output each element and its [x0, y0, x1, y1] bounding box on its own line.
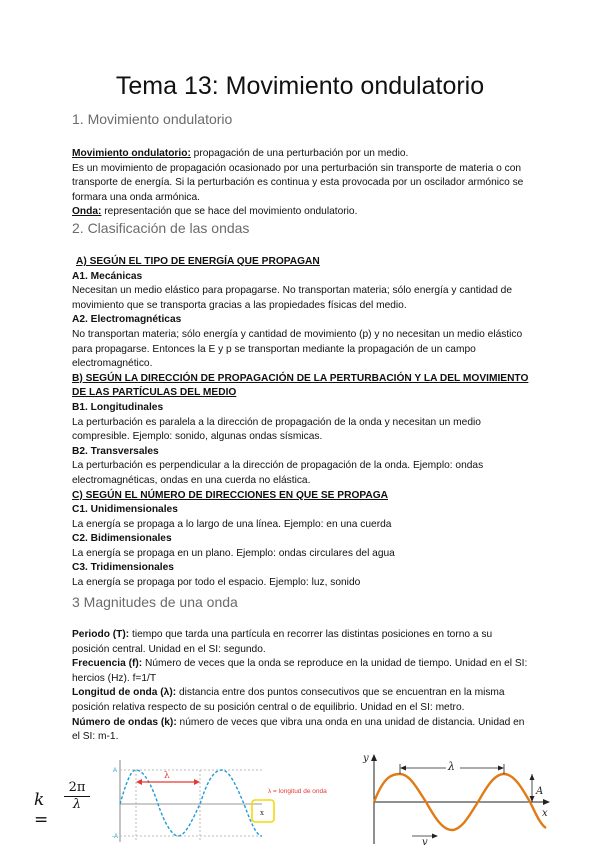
formula-fraction	[64, 780, 90, 812]
fig1-lambda-label: λ	[164, 771, 170, 781]
transverse-wave-figure	[360, 752, 556, 846]
a2-text: No transportan materia; sólo energía y cantidad de movimiento (p) y no necesitan un medio elástico para propagarse. Entonces la E y p se transportan mediante la propagación de un campo electromagnético.	[72, 328, 523, 370]
c2-text: La energía se propaga en un plano. Ejemplo: ondas circulares del agua	[72, 547, 395, 559]
fig2-arrowhead-right	[498, 766, 504, 771]
term-onda: Onda:	[72, 206, 102, 218]
text-onda: representación que se hace del movimiento ondulatorio.	[101, 206, 358, 218]
fig2-arrowhead-left	[400, 766, 406, 771]
wavelength-figure	[112, 756, 288, 846]
term-numero-ondas: Número de ondas (k):	[72, 716, 177, 728]
c2-title: C2. Bidimensionales	[72, 533, 172, 545]
numero-ondas-item	[72, 716, 532, 745]
text-longitud: distancia entre dos puntos consecutivos que se encuentran en la misma posición relativa respecto de su posición central o de equilibrio. Unidad en el SI: metro.	[72, 687, 505, 713]
section-2-heading: 2. Clasificación de las ondas	[72, 220, 250, 236]
fig1-arrowhead-left	[136, 779, 142, 785]
periodo-item	[72, 628, 532, 657]
fig2-x-label: x	[542, 808, 548, 819]
fig2-amplitude-label: A	[536, 786, 544, 797]
fig1-tick-a: A	[113, 768, 118, 774]
section-3-body	[72, 628, 532, 745]
section-1-heading: 1. Movimiento ondulatorio	[72, 111, 233, 127]
c1-text: La energía se propaga a lo largo de una línea. Ejemplo: en una cuerda	[72, 518, 392, 530]
a1-title: A1. Mecánicas	[72, 270, 143, 282]
definition-movimiento	[72, 147, 532, 162]
text-numero-ondas: número de veces que vibra una onda en una unidad de distancia. Unidad en el SI: m-1.	[72, 716, 525, 743]
term-frecuencia: Frecuencia (f):	[72, 658, 143, 670]
page-title: Tema 13: Movimiento ondulatorio	[115, 72, 485, 100]
paragraph-movimiento: Es un movimiento de propagación ocasionado por una perturbación sin transporte de materia o con transporte de energía. Si la perturbación es continua y esta provocada por un oscilador armónico se formara una onda armónica.	[72, 162, 524, 203]
a1-text: Necesitan un medio elástico para propagarse. No transportan materia; sólo energía y cantidad de movimiento que se transporta gracias a las propiedades físicas del medio.	[72, 285, 513, 311]
b2-text: La perturbación es perpendicular a la dirección de propagación de la onda. Ejemplo: ondas electromagnéticas, ondas en una cuerda no elástica.	[72, 460, 484, 486]
subsection-a-title: A) SEGÚN EL TIPO DE ENERGÍA QUE PROPAGAN	[76, 256, 320, 267]
fig2-x-arrowhead	[543, 799, 550, 805]
text-periodo: tiempo que tarda una partícula en recorrer las distintas posiciones en torno a su posición central. Unidad en el SI: segundo.	[72, 629, 493, 655]
fig2-y-label: y	[363, 753, 369, 764]
fig1-note: λ = longitud de onda	[268, 788, 327, 795]
formula-denominator: λ	[72, 797, 82, 812]
subsection-b-title: B) SEGÚN LA DIRECCIÓN DE PROPAGACIÓN DE LA PERTURBACIÓN Y LA DEL MOVIMIENTO DE LAS PARTÍCULAS DEL MEDIO	[72, 372, 529, 399]
fig1-tick-minus-a: -A	[112, 834, 118, 840]
b1-text: La perturbación es paralela a la dirección de propagación de la onda y necesitan un medio compresible. Ejemplo: sonido, algunas ondas sísmicas.	[72, 416, 481, 443]
section-3-heading: 3 Magnitudes de una onda	[72, 594, 238, 610]
fig2-amp-arrowhead-top	[530, 774, 535, 780]
c3-text: La energía se propaga por todo el espacio. Ejemplo: luz, sonido	[72, 577, 361, 589]
fig2-velocity-label: v	[422, 837, 428, 846]
fig2-y-arrowhead	[371, 754, 377, 761]
formula-numerator: 2π	[64, 780, 90, 797]
a2-title: A2. Electromagnéticas	[72, 314, 182, 326]
formula-k: k =	[34, 790, 49, 830]
b1-title: B1. Longitudinales	[72, 401, 164, 413]
fig1-arrowhead-right	[194, 779, 200, 785]
section-1-body	[72, 147, 532, 220]
text-frecuencia: Número de veces que la onda se reproduce en la unidad de tiempo. Unidad en el SI: hercios (Hz). f=1/T	[72, 658, 528, 684]
fig2-lambda-label: λ	[448, 760, 455, 773]
section-2-body	[72, 255, 532, 591]
longitud-item	[72, 686, 532, 715]
term-periodo: Periodo (T):	[72, 629, 130, 640]
c1-title: C1. Unidimensionales	[72, 504, 178, 516]
term-longitud: Longitud de onda (λ):	[72, 687, 177, 699]
definition-onda	[72, 205, 532, 220]
term-movimiento: Movimiento ondulatorio:	[72, 148, 191, 159]
text-movimiento: propagación de una perturbación por un medio.	[190, 148, 409, 159]
fig1-box-label: x	[260, 809, 264, 817]
subsection-c-title: C) SEGÚN EL NÚMERO DE DIRECCIONES EN QUE SE PROPAGA	[72, 489, 389, 501]
fig2-velocity-arrowhead	[432, 834, 438, 839]
b2-title: B2. Transversales	[72, 445, 159, 457]
frecuencia-item	[72, 657, 532, 686]
c3-title: C3. Tridimensionales	[72, 562, 174, 574]
